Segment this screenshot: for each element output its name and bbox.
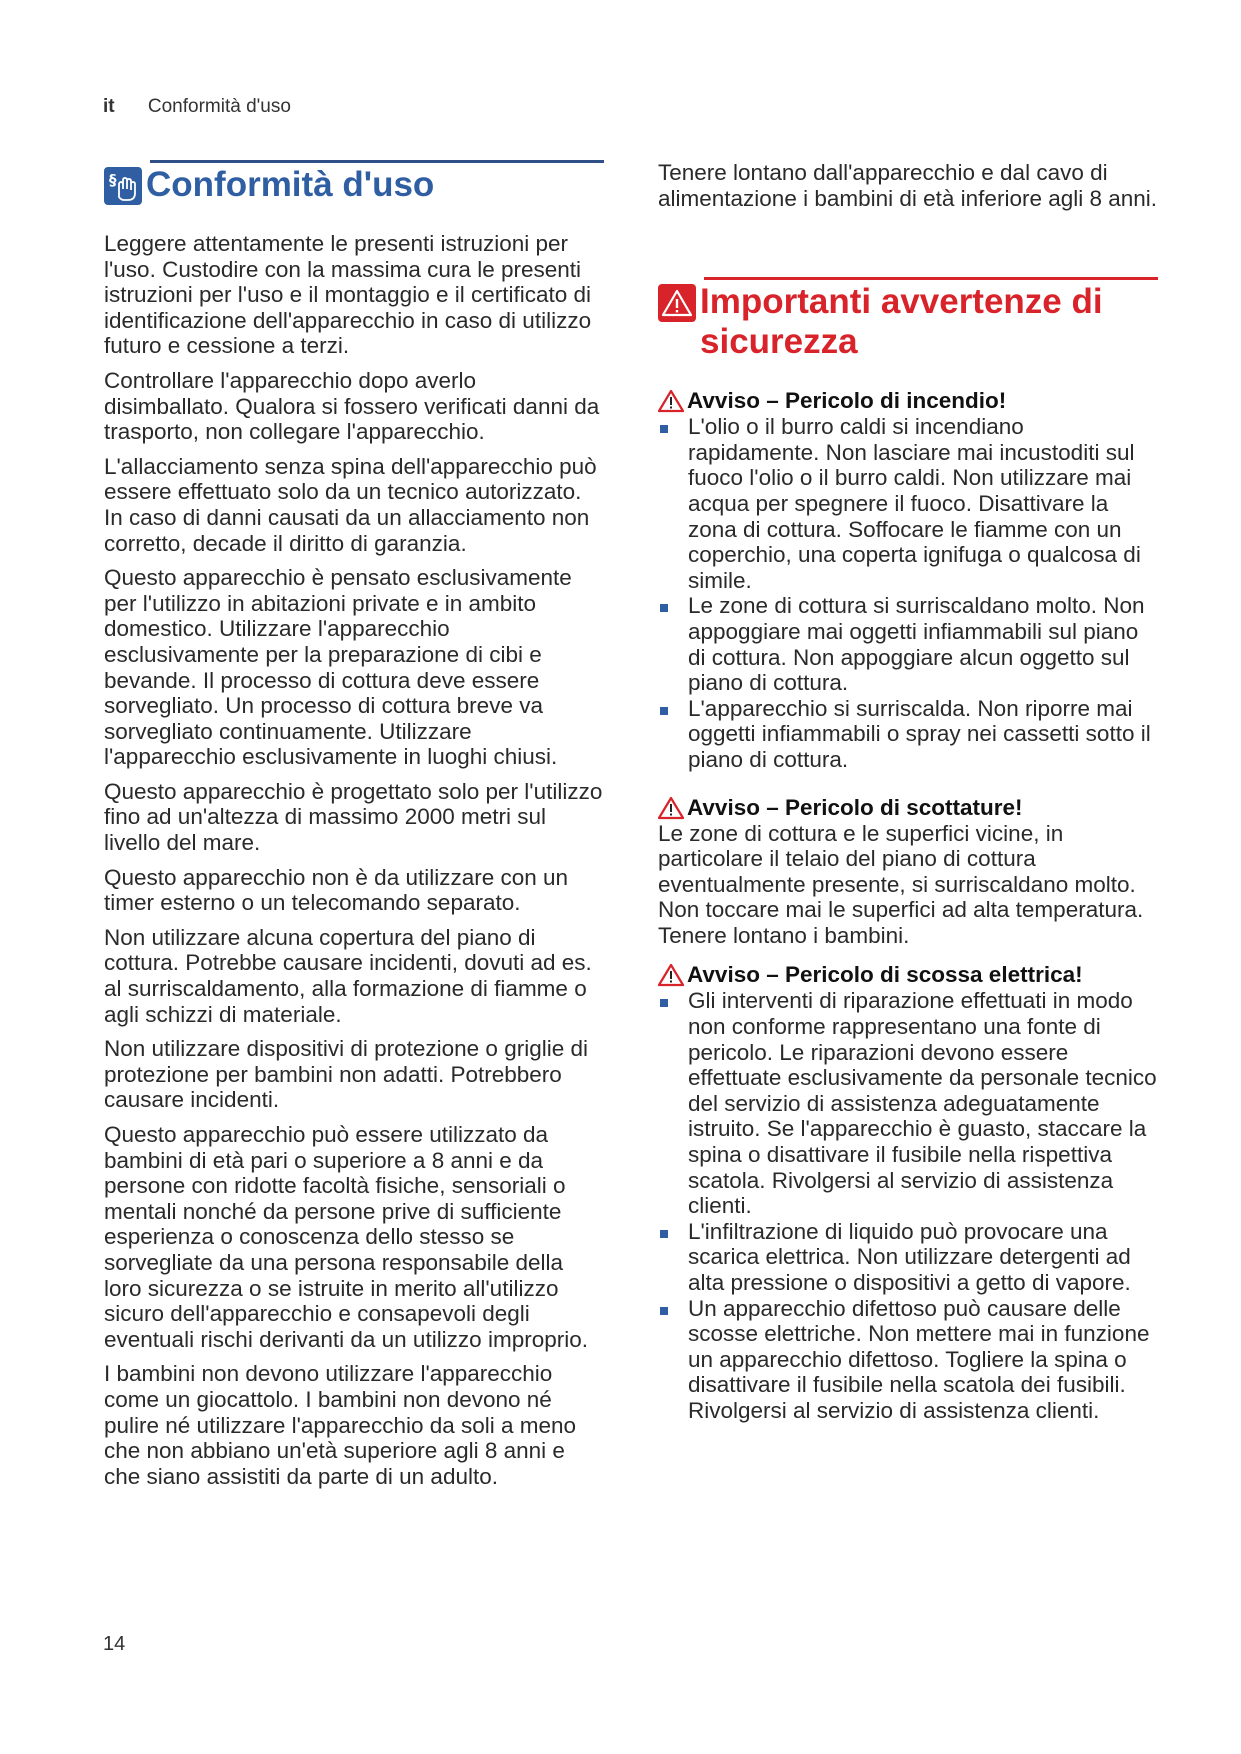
warning-triangle-icon bbox=[658, 389, 684, 413]
list-item: Le zone di cottura si surriscaldano molto. Non appoggiare mai oggetti infiammabili sul piano di cottura. Non appoggiare alcun oggetto sul piano di cottura. bbox=[658, 593, 1158, 695]
warning-fire-list bbox=[658, 414, 1158, 772]
section-title: Importanti avvertenze di sicurezza bbox=[700, 282, 1103, 362]
section-heading-sicurezza bbox=[658, 282, 1158, 362]
paragraph: Non utilizzare alcuna copertura del piano di cottura. Potrebbe causare incidenti, dovuti ad es. al surriscaldamento, alla formazione di fiamme o agli schizzi di materiale. bbox=[104, 924, 592, 1027]
list-item: L'apparecchio si surriscalda. Non riporre mai oggetti infiammabili o spray nei cassetti sotto il piano di cottura. bbox=[658, 696, 1158, 773]
paragraph: Questo apparecchio può essere utilizzato da bambini di età pari o superiore a 8 anni e da persone con ridotte facoltà fisiche, sensoriali o mentali nonché da persone prive di sufficiente esperienza o conoscenza dello stesso se sorvegliate da una persona responsabile della loro sicurezza o se istruite in merito all'utilizzo sicuro dell'apparecchio e consapevoli degli eventuali rischi derivanti da un utilizzo improprio. bbox=[104, 1122, 588, 1352]
paragraph: Questo apparecchio è pensato esclusivamente per l'utilizzo in abitazioni private e in ambito domestico. Utilizzare l'apparecchio esclusivamente per la preparazione di cibi e bevande. Il processo di cottura deve essere sorvegliato. Un processo di cottura breve va sorvegliato continuamente. Utilizzare l'apparecchio esclusivamente in luoghi chiusi. bbox=[104, 565, 572, 770]
warning-triangle-icon bbox=[658, 284, 696, 322]
paragraph: Controllare l'apparecchio dopo averlo disimballato. Qualora si fossero verificati danni da trasporto, non collegare l'apparecchio. bbox=[104, 367, 600, 445]
paragraph: Questo apparecchio non è da utilizzare con un timer esterno o un telecomando separato. bbox=[104, 864, 569, 916]
paragraph: I bambini non devono utilizzare l'apparecchio come un giocattolo. I bambini non devono né pulire né utilizzare l'apparecchio da soli a meno che non abbiano un'età superiore agli 8 anni e che siano assistiti da parte di un adulto. bbox=[104, 1361, 577, 1489]
right-column bbox=[658, 160, 1158, 1424]
paragraph: L'allacciamento senza spina dell'apparecchio può essere effettuato solo da un tecnico autorizzato. In caso di danni causati da un allacciamento non corretto, decade il diritto di garanzia. bbox=[104, 453, 597, 556]
section-title: Conformità d'uso bbox=[146, 165, 435, 204]
warning-title-text: Avviso – Pericolo di scottature! bbox=[687, 794, 1023, 820]
paragraph: Questo apparecchio è progettato solo per l'utilizzo fino ad un'altezza di massimo 2000 metri sul livello del mare. bbox=[104, 778, 603, 856]
intro-paragraph: Tenere lontano dall'apparecchio e dal cavo di alimentazione i bambini di età inferiore agli 8 anni. bbox=[658, 160, 1158, 211]
intended-use-icon bbox=[104, 167, 142, 205]
list-item: L'olio o il burro caldi si incendiano rapidamente. Non lasciare mai incustoditi sul fuoco l'olio o il burro caldi. Non utilizzare mai acqua per spegnere il fuoco. Disattivare la zona di cottura. Soffocare le fiamme con un coperchio, una coperta ignifuga o qualcosa di simile. bbox=[658, 414, 1158, 593]
header-title: Conformità d'uso bbox=[147, 96, 291, 117]
warning-triangle-icon bbox=[658, 796, 684, 820]
warning-burn-title bbox=[658, 795, 1158, 821]
page-number: 14 bbox=[103, 1633, 126, 1655]
paragraph: Leggere attentamente le presenti istruzioni per l'uso. Custodire con la massima cura le presenti istruzioni per l'uso e il montaggio e il certificato di identificazione dell'apparecchio in caso di utilizzo futuro e cessione a terzi. bbox=[104, 231, 592, 359]
list-item: Gli interventi di riparazione effettuati in modo non conforme rappresentano una fonte di pericolo. Le riparazioni devono essere effettuate esclusivamente da personale tecnico del servizio di assistenza adeguatamente istruito. Se l'apparecchio è guasto, staccare la spina o disattivare il fusibile nella rispettiva scatola. Rivolgersi al servizio di assistenza clienti. bbox=[658, 988, 1158, 1218]
warning-title-text: Avviso – Pericolo di scossa elettrica! bbox=[687, 962, 1083, 988]
warning-triangle-icon bbox=[658, 963, 684, 987]
warning-shock-list bbox=[658, 988, 1158, 1423]
svg-text:§: § bbox=[109, 171, 117, 189]
list-item: L'infiltrazione di liquido può provocare una scarica elettrica. Non utilizzare detergenti ad alta pressione o dispositivi a getto di vapore. bbox=[658, 1219, 1158, 1296]
language-code: it bbox=[103, 96, 115, 117]
running-header bbox=[103, 96, 291, 118]
list-item: Un apparecchio difettoso può causare delle scosse elettriche. Non mettere mai in funzione un apparecchio difettoso. Togliere la spina o disattivare il fusibile nella scatola dei fusibili. Rivolgersi al servizio di assistenza clienti. bbox=[658, 1296, 1158, 1424]
warning-fire-title bbox=[658, 388, 1158, 414]
warning-shock-title bbox=[658, 962, 1158, 988]
section-heading-conformita bbox=[104, 165, 604, 205]
paragraph: Non utilizzare dispositivi di protezione o griglie di protezione per bambini non adatti. Potrebbero causare incidenti. bbox=[104, 1036, 588, 1113]
warning-title-text: Avviso – Pericolo di incendio! bbox=[687, 388, 1007, 414]
warning-burn-text: Le zone di cottura e le superfici vicine, in particolare il telaio del piano di cottura eventualmente presente, si surriscaldano molto. Non toccare mai le superfici ad alta temperatura. Tenere lontano i bambini. bbox=[658, 820, 1144, 948]
section-rule bbox=[704, 277, 1158, 280]
left-column bbox=[104, 160, 604, 1498]
section-rule bbox=[150, 160, 604, 163]
